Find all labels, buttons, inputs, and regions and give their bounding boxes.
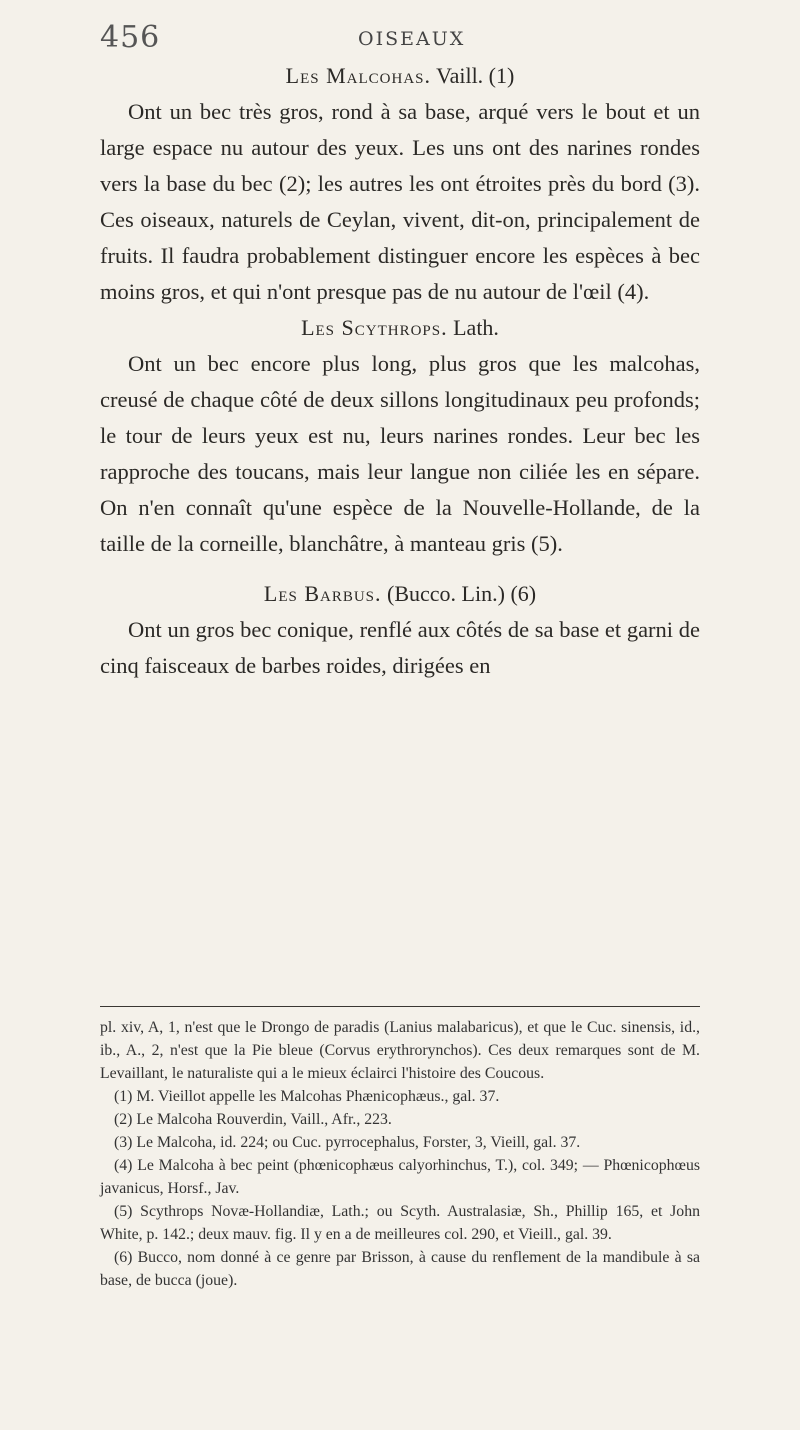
- footnote-6: (6) Bucco, nom donné à ce genre par Brisson, à cause du renflement de la mandibule à sa base, de bucca (joue).: [100, 1249, 700, 1289]
- footnote-1: (1) M. Vieillot appelle les Malcohas Phænicophæus., gal. 37.: [114, 1088, 500, 1105]
- heading-malcohas: [100, 58, 700, 94]
- footnote-3: (3) Le Malcoha, id. 224; ou Cuc. pyrrocephalus, Forster, 3, Vieill, gal. 37.: [114, 1134, 581, 1151]
- heading-scythrops-genus: Les Scythrops.: [301, 315, 448, 340]
- running-title: OISEAUX: [358, 28, 466, 50]
- heading-scythrops-author: Lath.: [453, 315, 499, 340]
- paragraph-malcohas: Ont un bec très gros, rond à sa base, arqué vers le bout et un large espace nu autour des yeux. Les uns ont des narines rondes vers la base du bec (2); les autres les ont étroites près du bord (3). Ces oiseaux, naturels de Ceylan, vivent, dit-on, principalement de fruits. Il faudra probablement distinguer encore les espèces à bec moins gros, et qui n'ont presque pas de nu autour de l'œil (4).: [100, 99, 700, 304]
- footnote-5: (5) Scythrops Novæ-Hollandiæ, Lath.; ou Scyth. Australasiæ, Sh., Phillip 165, et John White, p. 142.; deux mauv. fig. Il y en a de meilleures col. 290, et Vieill., gal. 39.: [100, 1203, 700, 1243]
- heading-scythrops: [100, 310, 700, 346]
- heading-barbus-genus: Les Barbus.: [263, 581, 382, 606]
- paragraph-scythrops: Ont un bec encore plus long, plus gros que les malcohas, creusé de chaque côté de deux sillons longitudinaux peu profonds; le tour de leurs yeux est nu, leurs narines rondes. Leur bec les rapproche des toucans, mais leur langue non ciliée les en sépare. On n'en connaît qu'une espèce de la Nouvelle-Hollande, de la taille de la corneille, blanchâtre, à manteau gris (5).: [100, 351, 700, 556]
- heading-malcohas-author: Vaill. (1): [436, 63, 515, 88]
- paragraph-barbus: Ont un gros bec conique, renflé aux côtés de sa base et garni de cinq faisceaux de barbes roides, dirigées en: [100, 617, 700, 678]
- page-number: 456: [100, 20, 161, 55]
- heading-barbus-author: (Bucco. Lin.) (6): [387, 581, 537, 606]
- footnote-rule: [100, 1006, 700, 1007]
- footnote-continuation: pl. xiv, A, 1, n'est que le Drongo de paradis (Lanius malabaricus), et que le Cuc. sinensis, id., ib., A., 2, n'est que la Pie bleue (Corvus erythrorynchos). Ces deux remarques sont de M. Levaillant, le naturaliste qui a le mieux éclairci l'histoire des Coucous.: [100, 1019, 700, 1082]
- main-text: [100, 58, 700, 684]
- footnote-2: (2) Le Malcoha Rouverdin, Vaill., Afr., 223.: [114, 1111, 392, 1128]
- heading-barbus: [100, 576, 700, 612]
- heading-malcohas-genus: Les Malcohas.: [285, 63, 432, 88]
- footnote-4: (4) Le Malcoha à bec peint (phœnicophæus calyorhinchus, T.), col. 349; — Phœnicophœus javanicus, Horsf., Jav.: [100, 1157, 700, 1197]
- footnotes: [100, 1016, 700, 1292]
